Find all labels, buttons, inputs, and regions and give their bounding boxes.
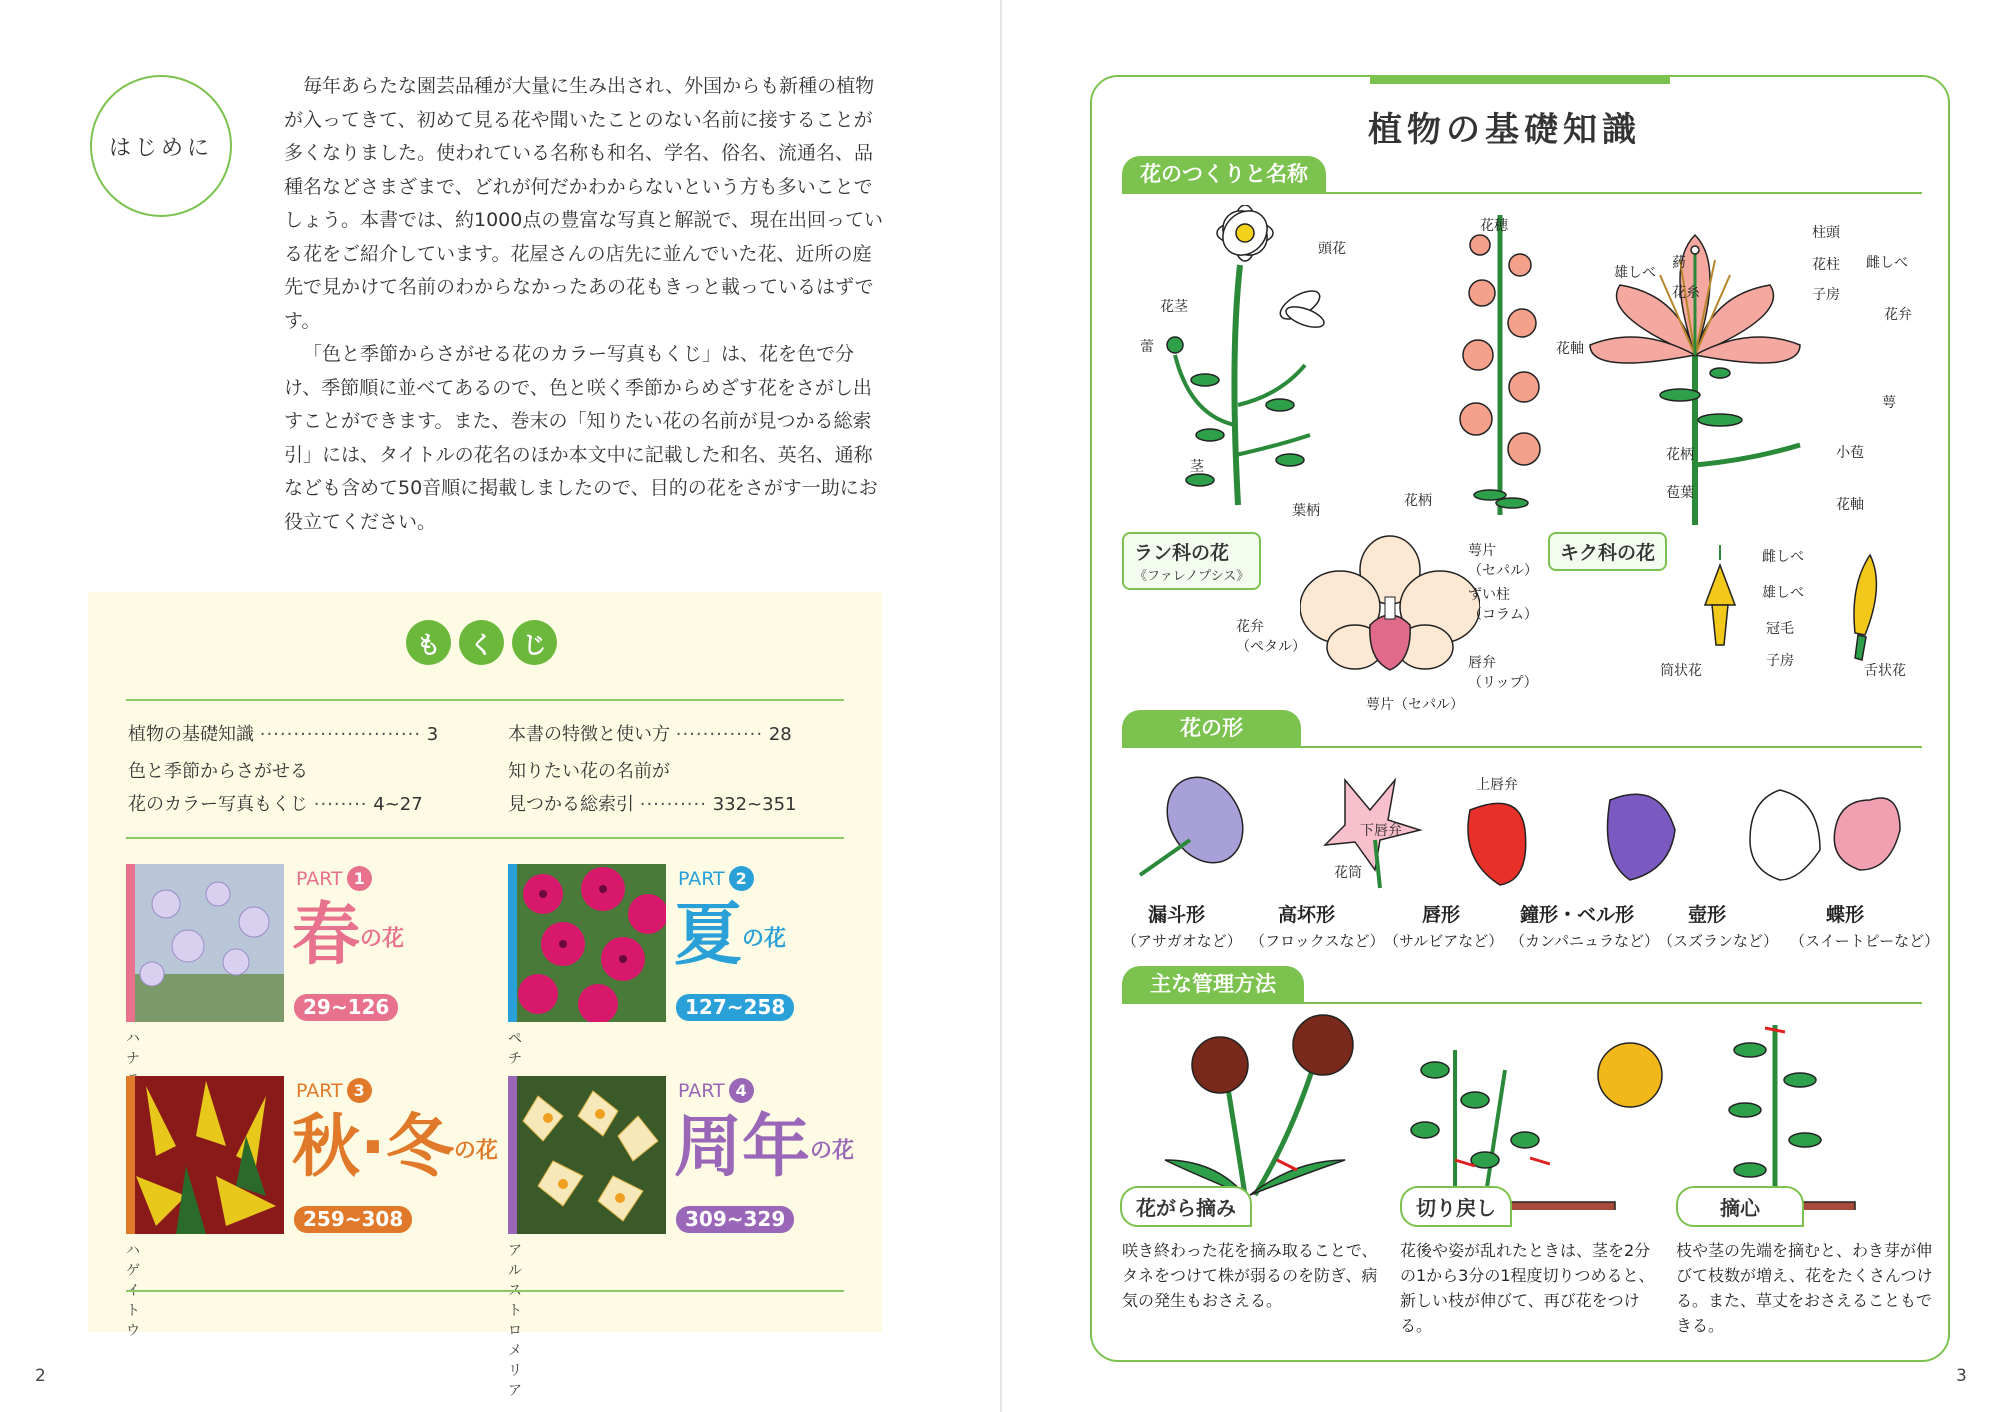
part-1-color-bar xyxy=(126,864,135,1022)
label-kashi: 花糸 xyxy=(1672,285,1700,301)
label-kuki: 茎 xyxy=(1190,459,1204,475)
photo-hananira xyxy=(126,864,284,1022)
shape-example: （カンパニュラなど） xyxy=(1510,932,1659,950)
flower-shape-illustrations xyxy=(1130,770,1920,890)
label-kasui: 花穂 xyxy=(1480,218,1508,234)
label-shibo: 子房 xyxy=(1812,287,1840,303)
section-line xyxy=(1122,1002,1922,1004)
shape-example: （サルビアなど） xyxy=(1384,932,1504,950)
orchid-label-box: ラン科の花 《ファレノプシス》 xyxy=(1122,532,1261,590)
flower-structure-illustrations xyxy=(1120,205,1920,525)
page-title: 植物の基礎知識 xyxy=(1368,110,1641,150)
panel-top-accent xyxy=(1370,76,1670,84)
aster-label-4: 子房 xyxy=(1766,653,1794,669)
toc-entry-features[interactable]: 本書の特徴と使い方 ············· 28 xyxy=(508,724,792,745)
shape-labiate: 唇形 xyxy=(1422,904,1461,926)
toc-title xyxy=(406,620,557,665)
toc-entry-basics[interactable]: 植物の基礎知識 ························ 3 xyxy=(128,724,439,745)
photo-hageitou xyxy=(126,1076,284,1234)
toc-title-char: じ xyxy=(512,620,557,665)
section-tab-care: 主な管理方法 xyxy=(1122,966,1304,1002)
label-kahei2: 花柄 xyxy=(1666,447,1694,463)
part-season: 周年 xyxy=(674,1108,811,1187)
care-tag-cutting-back: 切り戻し xyxy=(1400,1186,1512,1227)
shape-example: （フロックスなど） xyxy=(1250,932,1385,950)
intro-paragraph-2: 「色と季節からさがせる花のカラー写真もくじ」は、花を色で分け、季節順に並べてあるので、色と咲く季節からめざす花をさがし出すことができます。また、巻末の「知りたい花の名前が見つかる総索引」には、タイトルの花名のほか本文中に記載した和名、英名、通称なども含めて50音順に掲載しましたので、目的の花をさがす一助にお役立てください。 xyxy=(284,343,878,533)
part-page-range: 259~308 xyxy=(294,1206,412,1233)
aster-label-3: 冠毛 xyxy=(1766,621,1794,637)
intro-text xyxy=(284,70,884,539)
label-meshibe: 雌しべ xyxy=(1866,255,1908,271)
orchid-illustration xyxy=(1300,535,1480,685)
care-tag-deadheading: 花がら摘み xyxy=(1120,1186,1252,1227)
label-hoyo: 苞葉 xyxy=(1666,485,1694,501)
aster-label-2: 雄しべ xyxy=(1762,585,1804,601)
label-kahei: 花柄 xyxy=(1404,493,1432,509)
label-chuto: 柱頭 xyxy=(1812,225,1840,241)
shape-bell: 鐘形・ベル形 xyxy=(1520,904,1635,926)
part-page-range: 309~329 xyxy=(676,1206,794,1233)
toc-title-char: も xyxy=(406,620,451,665)
part-season: 夏 xyxy=(674,896,743,975)
part-number-badge: 1 xyxy=(347,866,372,891)
care-tag-pinching: 摘心 xyxy=(1676,1186,1804,1227)
orchid-label-1: 萼片 （セパル） xyxy=(1468,543,1538,579)
toc-divider xyxy=(126,837,844,839)
shape-salverform: 高坏形 xyxy=(1278,904,1336,926)
aster-label-5: 筒状花 xyxy=(1660,663,1702,679)
label-kaben: 花弁 xyxy=(1884,307,1912,323)
aster-label-box: キク科の花 xyxy=(1548,532,1667,571)
photo-caption: ハゲイトウ xyxy=(126,1243,140,1339)
label-gaku: 萼 xyxy=(1882,395,1896,411)
toc-entry-general-index[interactable]: 知りたい花の名前が 見つかる総索引 ·········· 332~351 xyxy=(508,761,797,815)
label-kajiku: 花軸 xyxy=(1556,341,1584,357)
shape-example: （アサガオなど） xyxy=(1122,932,1242,950)
page-spine xyxy=(1000,0,1002,1412)
part-season: 秋·冬 xyxy=(292,1108,454,1187)
toc-entry-color-index[interactable]: 色と季節からさがせる 花のカラー写真もくじ ········ 4~27 xyxy=(128,761,423,815)
part-page-range: 127~258 xyxy=(676,994,794,1021)
photo-caption: アルストロメリア xyxy=(508,1243,522,1399)
shape-example: （スイートピーなど） xyxy=(1790,932,1940,950)
photo-petunia xyxy=(508,864,666,1022)
part-number-badge: 4 xyxy=(729,1078,754,1103)
page-number-left: 2 xyxy=(35,1366,46,1386)
photo-caption: ペチ xyxy=(508,1031,522,1067)
photo-caption: ハナ xyxy=(126,1031,140,1067)
aster-label-1: 雌しべ xyxy=(1762,549,1804,565)
label-tsubomi: 蕾 xyxy=(1140,339,1154,355)
care-desc-deadheading: 咲き終わった花を摘み取ることで、タネをつけて株が弱るのを防ぎ、病気の発生もおさえる。 xyxy=(1122,1241,1378,1310)
care-desc-cutting-back: 花後や姿が乱れたときは、茎を2分の1から3分の1程度切りつめると、新しい枝が伸びて、再び花をつける。 xyxy=(1400,1241,1655,1335)
label-yaku: 葯 xyxy=(1672,255,1686,271)
part-number-badge: 3 xyxy=(347,1078,372,1103)
orchid-label-2: ずい柱 （コラム） xyxy=(1468,587,1538,623)
orchid-label-5: 萼片（セパル） xyxy=(1366,697,1464,713)
shape-example: （スズランなど） xyxy=(1658,932,1779,950)
part-4-color-bar xyxy=(508,1076,517,1234)
photo-alstroemeria xyxy=(508,1076,666,1234)
table-of-contents: も く じ 植物の基礎知識 ························ 3 本書の特徴と使い方 ············· 28 色と季節からさがせる 花のカラー写真もくじ ········ 4~27 知りたい花の名前が 見つかる総索引 ·········· 332~351 PART 1 春の花 29~126 ハナ PART 2 夏の花 127~258 ペチ PART 3 秋·冬の花 259~308 ハゲイトウ PART 4 周年の花 309~329 アルストロメリア xyxy=(88,592,882,1332)
section-tab-structure: 花のつくりと名称 xyxy=(1122,156,1326,192)
care-desc-pinching: 枝や茎の先端を摘むと、わき芽が伸びて枝数が増え、花をたくさんつける。また、草丈をおさえることもできる。 xyxy=(1676,1241,1933,1335)
orchid-label-3: 花弁 （ペタル） xyxy=(1236,619,1306,655)
shape-funnel: 漏斗形 xyxy=(1148,904,1206,926)
part-2-color-bar xyxy=(508,864,517,1022)
intro-badge: はじめに xyxy=(90,75,232,217)
aster-label-6: 舌状花 xyxy=(1864,663,1906,679)
intro-paragraph-1: 毎年あらたな園芸品種が大量に生み出され、外国からも新種の植物が入ってきて、初めて見る花や聞いたことのない名前に接することが多くなりました。使われている名称も和名、学名、俗名、流通名、品種名などさまざまで、どれが何だかわからないという方も多いことでしょう。本書では、約1000点の豊富な写真と解説で、現在出回っている花をご紹介しています。花屋さんの店先に並んでいた花、近所の庭先で見かけて名前のわからなかったあの花もきっと載っているはずです。 xyxy=(284,75,883,332)
shape-urn: 壺形 xyxy=(1688,904,1727,926)
label-kakei: 花茎 xyxy=(1160,299,1188,315)
label-kataku: 花軸 xyxy=(1836,497,1864,513)
label-toka: 頭花 xyxy=(1318,241,1346,257)
part-season: 春 xyxy=(292,896,361,975)
toc-divider xyxy=(126,699,844,701)
toc-divider xyxy=(126,1290,844,1292)
page-number-right: 3 xyxy=(1956,1366,1967,1386)
label-shoho: 小苞 xyxy=(1836,445,1864,461)
label-oshibe: 雄しべ xyxy=(1614,265,1656,281)
part-number-badge: 2 xyxy=(729,866,754,891)
care-method-illustrations xyxy=(1125,1010,1925,1210)
part-3-color-bar xyxy=(126,1076,135,1234)
label-youhei: 葉柄 xyxy=(1292,503,1320,519)
section-tab-shapes: 花の形 xyxy=(1122,710,1301,746)
part-page-range: 29~126 xyxy=(294,994,398,1021)
label-tube: 花筒 xyxy=(1334,865,1362,881)
label-kachu: 花柱 xyxy=(1812,257,1840,273)
toc-title-char: く xyxy=(459,620,504,665)
label-lower-lip: 下唇弁 xyxy=(1360,823,1402,839)
section-line xyxy=(1122,192,1922,194)
orchid-label-4: 唇弁 （リップ） xyxy=(1468,655,1538,691)
label-upper-lip: 上唇弁 xyxy=(1476,777,1518,793)
section-line xyxy=(1122,746,1922,748)
shape-papilionaceous: 蝶形 xyxy=(1826,904,1865,926)
